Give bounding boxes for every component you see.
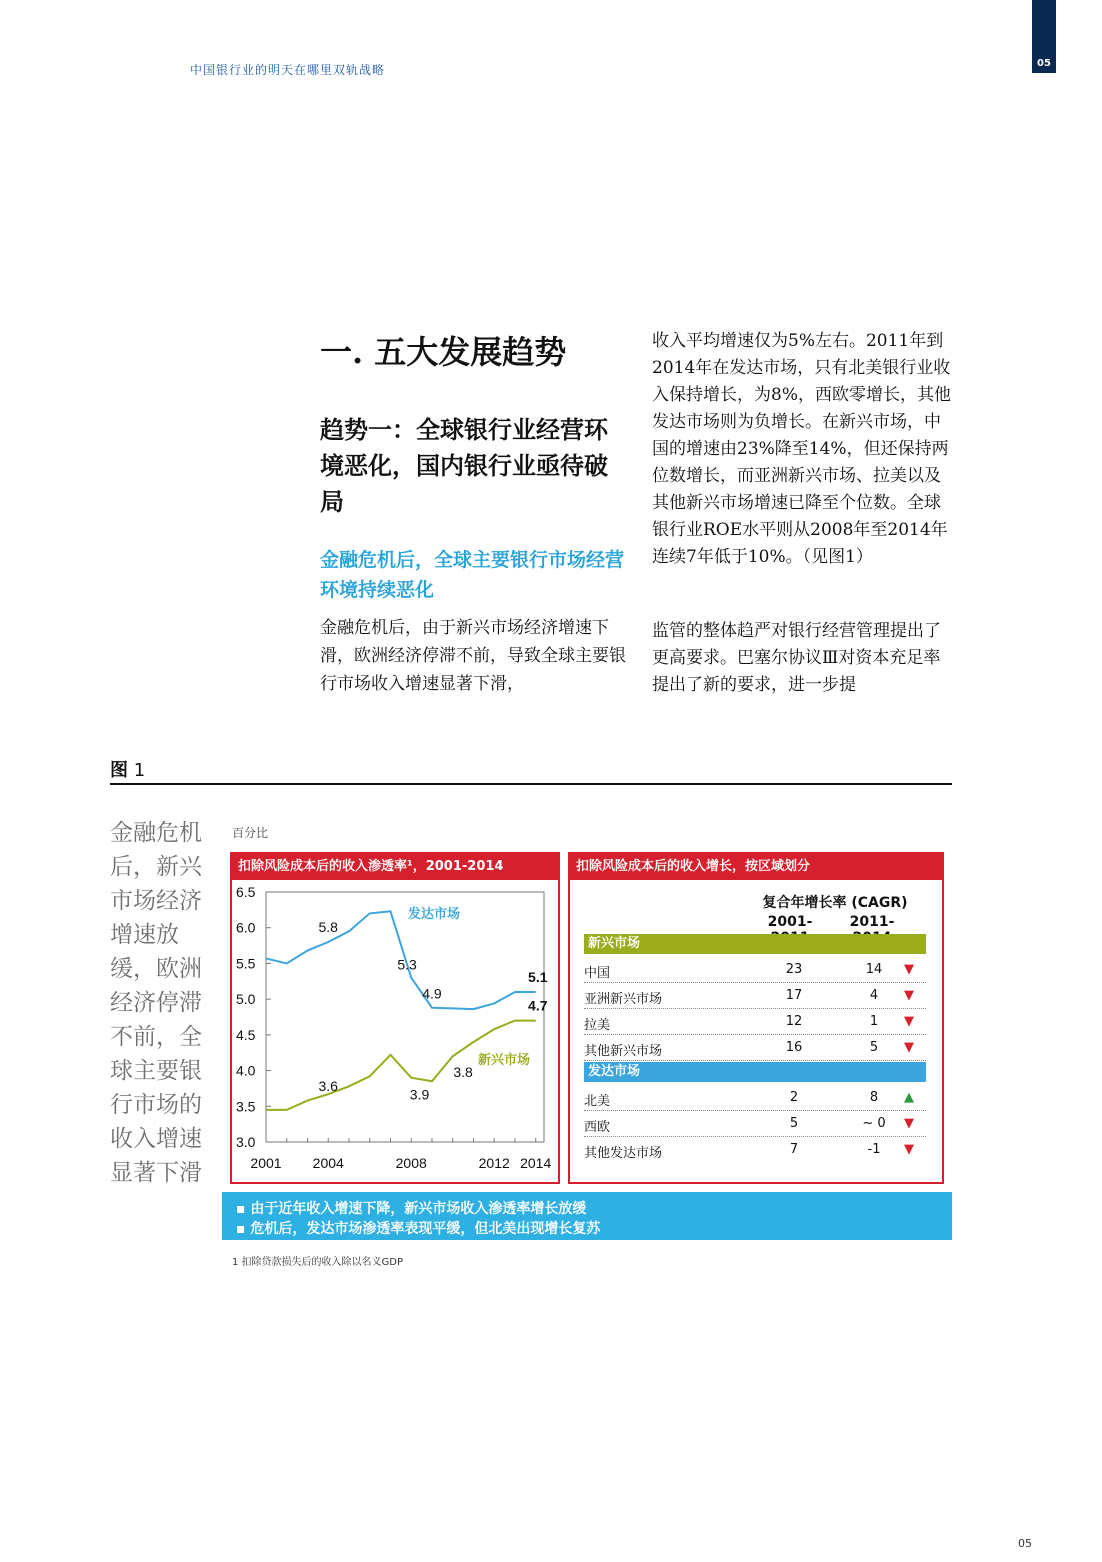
row-value-1: 23 <box>785 962 803 977</box>
trend-title: 趋势一：全球银行业经营环境恶化，国内银行业亟待破局 <box>320 415 608 516</box>
col-header-2: 2011- <box>849 914 895 930</box>
data-label: 3.6 <box>318 1078 338 1095</box>
section-title: 一. 五大发展趋势 <box>320 333 567 371</box>
y-tick-label: 4.0 <box>236 1062 256 1079</box>
row-value-2: 5 <box>869 1040 879 1055</box>
group-label: 发达市场 <box>588 1064 641 1079</box>
series-label-developed: 发达市场 <box>408 907 461 922</box>
down-arrow-icon: ▼ <box>904 962 914 977</box>
x-tick-label: 2008 <box>395 1155 427 1171</box>
running-header: 中国银行业的明天在哪里双轨战略 <box>190 63 386 77</box>
table-row <box>584 1136 926 1162</box>
y-tick-label: 5.0 <box>236 991 256 1008</box>
down-arrow-icon: ▼ <box>904 1142 914 1157</box>
row-value-1: 7 <box>789 1142 799 1157</box>
footnote: 1 扣除贷款损失后的收入除以名义GDP <box>232 1257 404 1268</box>
figure-label-number: 1 <box>133 760 146 781</box>
row-name: 西欧 <box>584 1120 611 1135</box>
plot-frame <box>266 892 544 1142</box>
line-chart <box>232 882 558 1182</box>
cagr-label: 复合年增长率 (CAGR) <box>762 895 908 911</box>
y-tick-label: 3.5 <box>236 1098 256 1115</box>
data-label: 4.9 <box>422 985 442 1002</box>
data-label: 5.8 <box>318 919 338 935</box>
figure-rule <box>110 783 952 785</box>
row-name: 其他新兴市场 <box>584 1044 663 1059</box>
table-row <box>584 1110 926 1137</box>
y-tick-label: 3.0 <box>236 1134 256 1150</box>
down-arrow-icon: ▼ <box>904 1116 914 1131</box>
y-tick-label: 6.5 <box>236 884 256 900</box>
row-name: 中国 <box>584 966 611 981</box>
table-row <box>584 1008 926 1035</box>
row-value-2: 14 <box>865 962 883 977</box>
body-text-left: 金融危机后，由于新兴市场经济增速下滑，欧洲经济停滞不前，导致全球主要银行市场收入增速显著下滑， <box>320 618 626 694</box>
row-name: 北美 <box>584 1094 611 1109</box>
body-text-right-2: 监管的整体趋严对银行经营管理提出了更高要求。巴塞尔协议Ⅲ对资本充足率提出了新的要求，进一步提 <box>652 621 941 695</box>
takeaway-bullet: ▪ 由于近年收入增速下降，新兴市场收入渗透率增长放缓 <box>236 1201 587 1217</box>
figure-label <box>110 756 145 782</box>
x-tick-label: 2001 <box>250 1155 282 1171</box>
down-arrow-icon: ▼ <box>904 1014 914 1029</box>
col-header-1: 2001- <box>767 914 813 930</box>
data-label: 4.7 <box>528 997 548 1014</box>
row-value-2: -1 <box>867 1142 881 1157</box>
figure-label-word: 图 <box>110 760 128 781</box>
corner-page-tab <box>1032 0 1056 73</box>
y-tick-label: 6.0 <box>236 919 256 936</box>
data-label: 5.1 <box>528 969 548 985</box>
row-value-1: 17 <box>785 988 803 1003</box>
up-arrow-icon: ▲ <box>904 1090 914 1105</box>
data-label: 3.9 <box>409 1086 430 1103</box>
group-label: 新兴市场 <box>588 936 641 951</box>
table-row <box>584 956 926 983</box>
row-value-2: 1 <box>869 1014 879 1029</box>
unit-label: 百分比 <box>232 826 269 840</box>
row-value-2: 4 <box>869 988 879 1003</box>
row-value-1: 12 <box>785 1014 803 1029</box>
row-value-2: 8 <box>869 1090 879 1105</box>
table-row <box>584 1034 926 1061</box>
row-value-1: 5 <box>789 1116 799 1131</box>
row-value-2: ~ 0 <box>862 1116 886 1131</box>
table-row <box>584 1084 926 1111</box>
row-name: 其他发达市场 <box>584 1146 663 1161</box>
takeaway-box <box>222 1192 952 1240</box>
body-text-right-1: 收入平均增速仅为5%左右。2011年到2014年在发达市场，只有北美银行业收入保持增长，为8%，西欧零增长，其他发达市场则为负增长。在新兴市场，中国的增速由23%降至14%，但还保持两位数增长，而亚洲新兴市场、拉美以及其他新兴市场增速已降至个位数。全球银行业ROE水平则从2008年至2014年连续7年低于10%。（见图1） <box>652 331 951 567</box>
row-value-1: 2 <box>789 1090 799 1105</box>
table-title: 扣除风险成本后的收入增长，按区域划分 <box>570 854 942 880</box>
page-number: 05 <box>1018 1537 1032 1550</box>
figure-caption: 金融危机后，新兴市场经济增速放缓，欧洲经济停滞不前，全球主要银行市场的收入增速显著下滑 <box>110 820 202 1186</box>
row-value-1: 16 <box>785 1040 803 1055</box>
row-name: 拉美 <box>584 1018 611 1033</box>
group-band-developed <box>584 1062 926 1082</box>
line-chart-panel <box>230 852 560 1184</box>
data-label: 5.3 <box>397 956 417 973</box>
group-band-emerging <box>584 934 926 954</box>
x-tick-label: 2012 <box>478 1155 510 1171</box>
table-row <box>584 982 926 1009</box>
row-name: 亚洲新兴市场 <box>584 992 663 1007</box>
y-tick-label: 5.5 <box>236 955 256 972</box>
data-label: 3.8 <box>453 1063 473 1080</box>
down-arrow-icon: ▼ <box>904 988 914 1003</box>
table-panel <box>568 852 944 1184</box>
x-tick-label: 2014 <box>520 1155 552 1171</box>
x-tick-label: 2004 <box>312 1155 344 1171</box>
corner-page-number: 05 <box>1037 58 1051 69</box>
sub-title: 金融危机后，全球主要银行市场经营环境持续恶化 <box>320 549 625 601</box>
takeaway-bullet: ▪ 危机后，发达市场渗透率表现平缓，但北美出现增长复苏 <box>236 1221 601 1237</box>
line-chart-title: 扣除风险成本后的收入渗透率¹，2001-2014 <box>232 854 558 880</box>
series-label-emerging: 新兴市场 <box>478 1053 531 1068</box>
y-tick-label: 4.5 <box>236 1026 256 1043</box>
down-arrow-icon: ▼ <box>904 1040 914 1055</box>
